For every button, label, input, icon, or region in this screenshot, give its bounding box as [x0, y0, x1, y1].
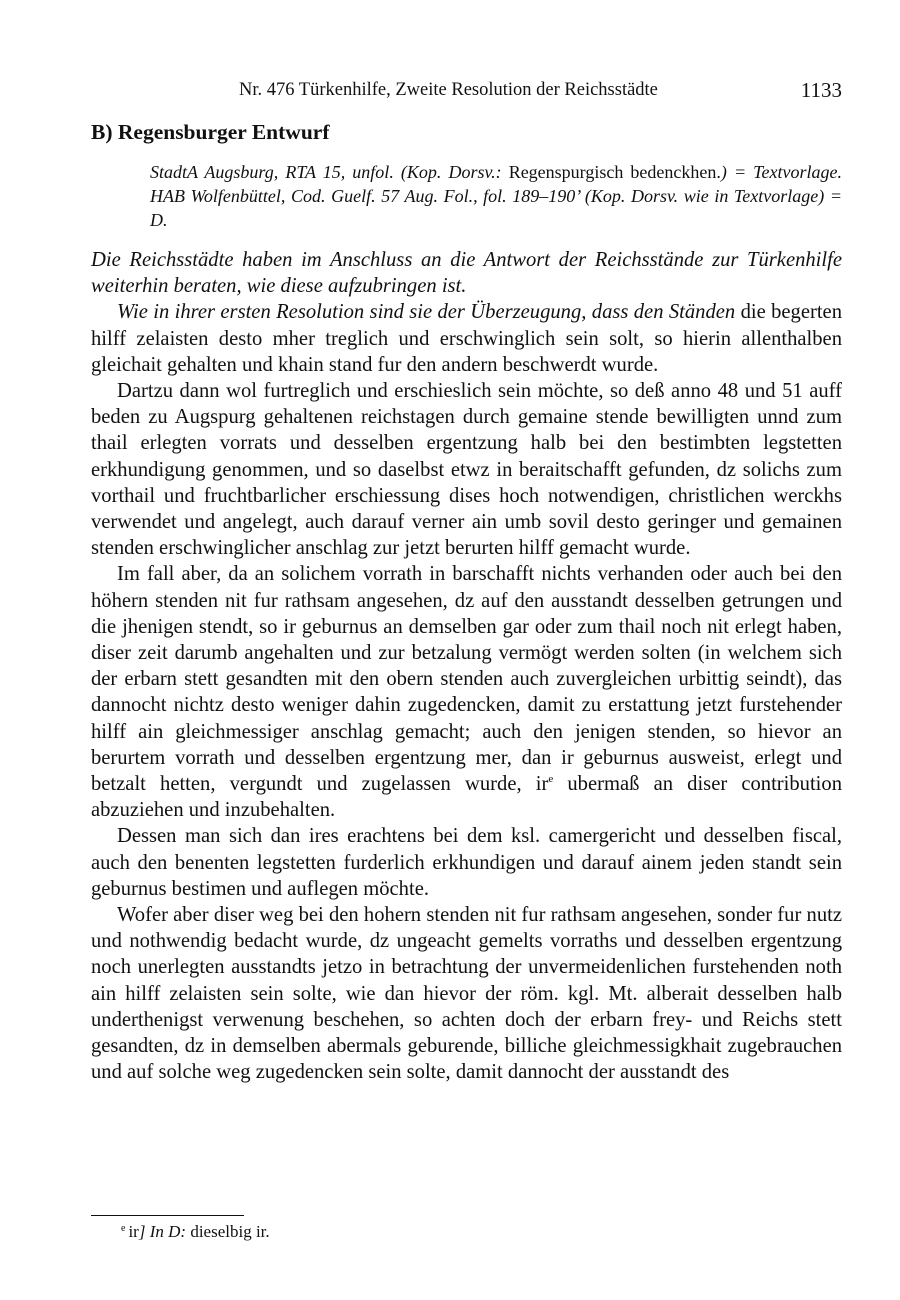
source-note-dorsal: Regenspurgisch bedenckhen.	[508, 162, 721, 182]
paragraph-3-text-a: Im fall aber, da an solichem vorrath in barschafft nichts verhanden oder auch bei den höhern stenden nit fur rathsam angesehen, dz auf den ausstandt desselben getrungen und die jhenigen stendt, so ir geburnus an demselben gar oder zum thail noch nit erlegt haben, diser zeit darumb angehalten und zur betzalung vermögt werden solten (in welchem sich der erbarn stett gesandten mit den obern stenden auch zuvergleichen urbittig seindt), das dannocht nichtz desto weniger dahin zugedencken, damit zu erstattung jetzt furstehender hilff ain gleichmessiger anschlag gemacht; auch den jenigen stenden, so hievor an berurtem vorrath und desselben ergentzung mer, dan ir geburnus ausweist, erlegt und betzalt hetten, vergundt und zugelassen wurde, ir	[91, 563, 842, 796]
page-number: 1133	[800, 78, 842, 102]
footnote-e	[121, 1222, 270, 1242]
section-heading: B) Regensburger Entwurf	[91, 120, 330, 144]
source-note-archive: StadtA Augsburg, RTA 15, unfol. (Kop. Dorsv.:	[150, 162, 509, 182]
footnote-lemma: ir	[128, 1222, 139, 1241]
editorial-summary: Die Reichsstädte haben im Anschluss an die Antwort der Reichsstände zur Türkenhilfe weiterhin beraten, wie diese aufzubringen ist.	[91, 249, 842, 298]
paragraph-3-text-b: ubermaß an diser contribution abzuziehen und inzubehalten.	[91, 773, 842, 822]
footnote-divider	[91, 1215, 244, 1216]
paragraph-2: Dartzu dann wol furtreglich und erschieslich sein möchte, so deß anno 48 und 51 auff beden zu Augspurg gehaltenen reichstagen durch gemaine stende bewilligten unnd zum thail erlegten vorrats und desselben ergentzung halb bei den bestimbten legstetten erkhundigung genommen, und so daselbst etwz in beraitschafft gefunden, dz solichs zum vorthail und fruchtbarlicher erschiessung dises hoch notwendigen, christlichen werckhs verwendet und angelegt, auch darauf verner ain umb sovil desto geringer und gemainen stenden erschwinglicher anschlag zur jetzt berurten hilff gemacht wurde.	[91, 380, 842, 560]
body-text	[91, 247, 842, 1086]
footnote-marker: e	[121, 1223, 126, 1234]
paragraph-1-summary: Wie in ihrer ersten Resolution sind sie der Überzeugung, dass den Ständen	[117, 301, 736, 324]
paragraph-1	[91, 299, 842, 378]
paragraph-4: Dessen man sich dan ires erachtens bei dem ksl. camergericht und desselben fiscal, auch den benenten legstetten furderlich erkhundigen und darauf ainem jeden standt sein geburnus bestimen und auflegen möchte.	[91, 825, 842, 900]
footnote-witness: ] In D:	[138, 1222, 187, 1241]
source-note	[150, 160, 842, 232]
source-note-witnesses: ) = Textvorlage. HAB Wolfenbüttel, Cod. Guelf. 57 Aug. Fol., fol. 189–190’ (Kop. Dorsv. wie in Textvorlage) = D.	[150, 162, 842, 230]
footnote-marker-e[interactable]: e	[548, 773, 554, 786]
paragraph-5: Wofer aber diser weg bei den hohern stenden nit fur rathsam angesehen, sonder fur nutz und nothwendig bedacht wurde, dz ungeacht gemelts vorraths und desselben ergentzung noch unerlegten ausstandts jetzo in betrachtung der unvermeidenlichen furstehenden noth ain hilff zelaisten sein solte, wie dan hievor der röm. kgl. Mt. alberait desselben halb underthenigst verwenung beschehen, so achten doch der erbarn frey- und Reichs stett gesandten, dz in demselben abermals geburende, billiche gleichmessigkhait zugebrauchen und auf solche weg zugedencken sein solte, damit dannocht der ausstandt des	[91, 904, 842, 1084]
running-head-title: Nr. 476 Türkenhilfe, Zweite Resolution der Reichsstädte	[239, 80, 658, 100]
running-head	[91, 78, 842, 106]
footnote-variant: dieselbig ir.	[186, 1222, 270, 1241]
paragraph-3	[91, 561, 842, 823]
paragraph-1-text: die begerten hilff zelaisten desto mher treglich und erschwinglich sein solt, so hierin allenthalben gleichait gehalten und khain stand fur den andern beschwerdt wurde.	[91, 301, 842, 376]
